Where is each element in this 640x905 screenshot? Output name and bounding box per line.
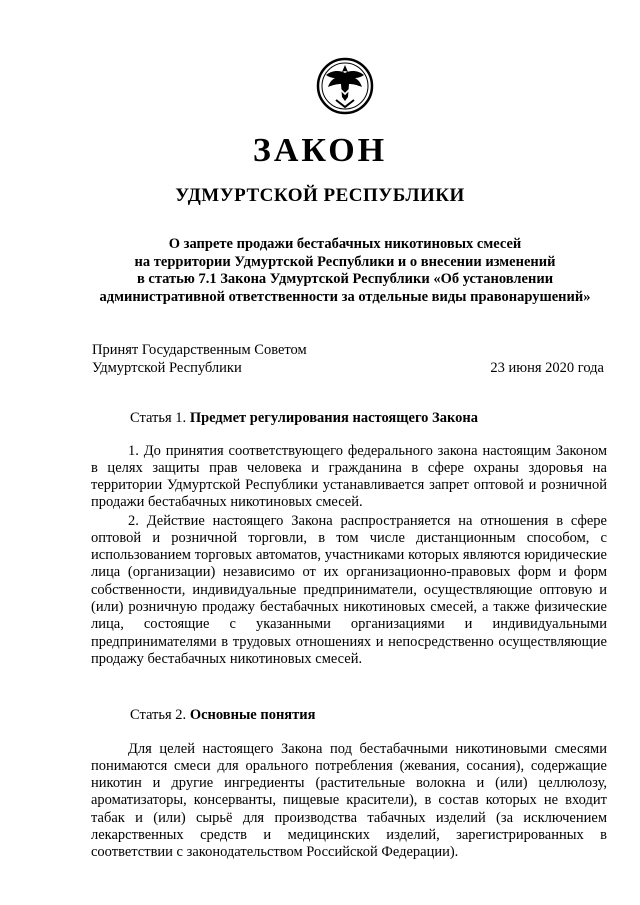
udmurtia-coat-of-arms-icon <box>315 56 375 116</box>
law-heading <box>60 236 630 306</box>
document-title: ЗАКОН <box>252 132 388 169</box>
adoption-date: 23 июня 2020 года <box>490 360 604 376</box>
article-paragraph: 2. Действие настоящего Закона распространяется на отношения в сфере оптовой и розничной торговли, в том числе дистанционным способом, с использованием торговых автоматов, участниками которых являются юридические лица (организации) независимо от их организационно-правовых форм и форм собственности, индивидуальные предприниматели, осуществляющие оптовую и (или) розничную продажу бестабачных никотиновых смесей, а также физические лица, состоящие с указанными организациями и индивидуальными предпринимателями в трудовых отношениях и непосредственно осуществляющие продажу бестабачных никотиновых смесей. <box>91 512 607 667</box>
adoption-line: Принят Государственным Советом <box>92 342 307 358</box>
adoption-line: Удмуртской Республики <box>92 360 242 376</box>
article-paragraph: 1. До принятия соответствующего федерального закона настоящим Законом в целях защиты прав человека и гражданина в сфере охраны здоровья на территории Удмуртской Республики устанавливается запрет оптовой и розничной продажи бестабачных никотиновых смесей. <box>91 442 607 511</box>
document-subtitle: УДМУРТСКОЙ РЕСПУБЛИКИ <box>175 185 465 206</box>
heading-line: О запрете продажи бестабачных никотиновых смесей <box>168 236 522 252</box>
article-1-title <box>130 410 478 427</box>
article-number: Статья 1. <box>130 410 187 426</box>
article-2-title <box>130 707 315 724</box>
article-heading: Предмет регулирования настоящего Закона <box>189 410 478 426</box>
article-paragraph: Для целей настоящего Закона под бестабачными никотиновыми смесями понимаются смеси для орального потребления (жевания, сосания), содержащие никотин и другие ингредиенты (растительные волокна и (или) целлюлозу, ароматизаторы, консерванты, пищевые красители), в состав которых не входит табак и (или) сырьё для производства табачных изделий (за исключением лекарственных средств и медицинских изделий, зарегистрированных в соответствии с законодательством Российской Федерации). <box>91 740 607 861</box>
article-heading: Основные понятия <box>189 707 316 723</box>
heading-line: административной ответственности за отдельные виды правонарушений» <box>99 288 591 305</box>
adoption-authority <box>92 341 307 377</box>
heading-line: на территории Удмуртской Республики и о внесении изменений <box>134 253 556 270</box>
article-number: Статья 2. <box>130 707 187 723</box>
heading-line: в статью 7.1 Закона Удмуртской Республики «Об установлении <box>136 271 554 287</box>
